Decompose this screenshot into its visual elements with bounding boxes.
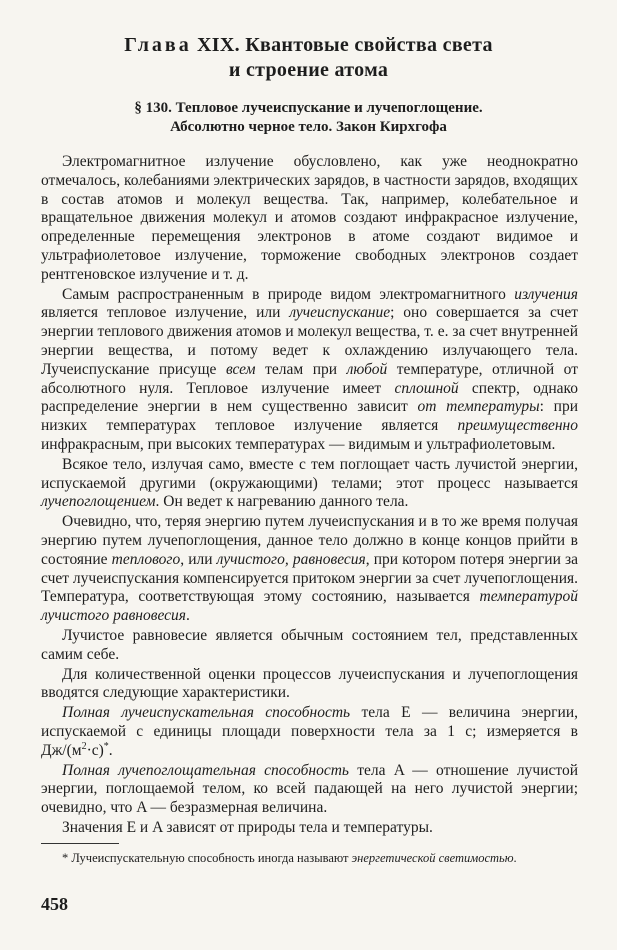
paragraph-2	[41, 286, 578, 455]
text-run: тела E — величина энергии, испускаемой с единицы площади поверхности тела за 1 с; измеряется в Дж/(м	[41, 704, 578, 759]
page-number: 458	[41, 894, 68, 914]
text-run: спектр, однако распределение энергии в нем существенно зависит	[41, 379, 578, 416]
text-run: .	[108, 741, 113, 759]
italic-term: сплошной	[394, 379, 459, 397]
text-run: , или	[180, 550, 217, 568]
footnote	[41, 850, 578, 867]
italic-term: лучепоглощением	[41, 493, 156, 511]
superscript: 2	[81, 740, 87, 752]
paragraph-1: Электромагнитное излучение обусловлено, как уже неоднократно отмечалось, колебаниями электрических зарядов, в частности зарядов, входящих в состав атомов и молекул вещества. Так, например, колебательное и вращательное движения молекул и атомов создают инфракрасное излучение, определенные перемещения электронов в атоме создают видимое и ультрафиолетовое излучение, торможение свободных электронов создает рентгеновское излучение и т. д.	[41, 153, 578, 283]
text-run: ·с)	[86, 741, 104, 759]
paragraph-5: Лучистое равновесие является обычным состоянием тел, представленных самим себе.	[41, 626, 578, 663]
paragraph-9: Значения E и A зависят от природы тела и температуры.	[62, 818, 433, 836]
italic-term: теплового	[111, 550, 181, 568]
paragraph-4	[41, 513, 578, 626]
text-run: : при низких температурах тепловое излучение является	[41, 398, 578, 435]
text-run: температуре, отличной от абсолютного нуля. Тепловое излучение имеет	[41, 360, 578, 397]
text-run: * Лучеиспускательную способность иногда называют	[62, 851, 352, 865]
text-run: Самым распространенным в природе видом электромагнитного	[62, 285, 515, 303]
paragraph-8	[41, 762, 578, 818]
italic-term: от температуры	[417, 398, 540, 416]
text-run: .	[513, 851, 517, 865]
chapter-title-line-1	[40, 33, 577, 58]
text-run: , при котором потеря энергии за счет лучеиспускания компенсируется притоком энергии за счет лучепоглощения. Температура, соответствующая этому состоянию, называется	[41, 550, 578, 606]
italic-term: преимущественно	[457, 417, 578, 435]
body-text	[41, 153, 578, 838]
italic-term: Полная лучеиспускательная способность	[62, 704, 351, 722]
text-run: .	[185, 607, 190, 625]
text-run: . Он ведет к нагреванию данного тела.	[155, 493, 409, 511]
chapter-title-rest: XIX. Квантовые свойства света	[191, 34, 493, 56]
footnote-divider	[41, 843, 119, 844]
section-title-line-1: § 130. Тепловое лучеиспускание и лучепоглощение.	[134, 100, 483, 116]
text-run: Очевидно, что, теряя энергию путем лучеиспускания и в то же время получая энергию путем лучепоглощения, данное тело должно в конце концов прийти в состояние	[41, 513, 578, 568]
italic-term: энергетической светимостью	[351, 851, 514, 865]
italic-term: лучеиспускание	[289, 304, 391, 322]
paragraph-7	[41, 704, 578, 760]
italic-term: любой	[346, 360, 388, 378]
chapter-title-line-2: и строение атома	[228, 59, 389, 81]
paragraph-3	[41, 456, 578, 512]
italic-term: лучистого, равновесия	[216, 550, 366, 568]
chapter-title	[40, 33, 577, 83]
italic-term: температурой лучистого равновесия	[41, 588, 578, 625]
section-title	[40, 99, 577, 137]
text-run: тела A — отношение лучистой энергии, поглощаемой телом, ко всей падающей на него лучистой энергии; очевидно, что A — безразмерная величина.	[41, 761, 578, 817]
paragraph-6: Для количественной оценки процессов лучеиспускания и лучепоглощения вводятся следующие характеристики.	[41, 665, 578, 702]
text-run: Всякое тело, излучая само, вместе с тем поглощает часть лучистой энергии, испускаемой другими (окружающими) телами; этот процесс называется	[41, 455, 578, 492]
text-run: является тепловое излучение, или	[41, 304, 290, 322]
footnote-marker: *	[103, 740, 109, 752]
text-run: ; оно совершается за счет энергии теплового движения атомов и молекул вещества, т. е. за счет внутренней энергии вещества, и потому ведет к охлаждению излучающего тела. Лучеиспускание присуще	[41, 304, 579, 378]
text-run: инфракрасным, при высоких температурах — видимым и ультрафиолетовым.	[41, 435, 556, 453]
italic-term: излучения	[514, 285, 578, 303]
italic-term: всем	[225, 360, 256, 378]
italic-term: Полная лучепоглощательная способность	[62, 761, 349, 779]
text-run: телам при	[255, 360, 347, 378]
section-title-line-2: Абсолютно черное тело. Закон Кирхгофа	[170, 119, 447, 135]
chapter-prefix: Глава	[124, 34, 192, 56]
